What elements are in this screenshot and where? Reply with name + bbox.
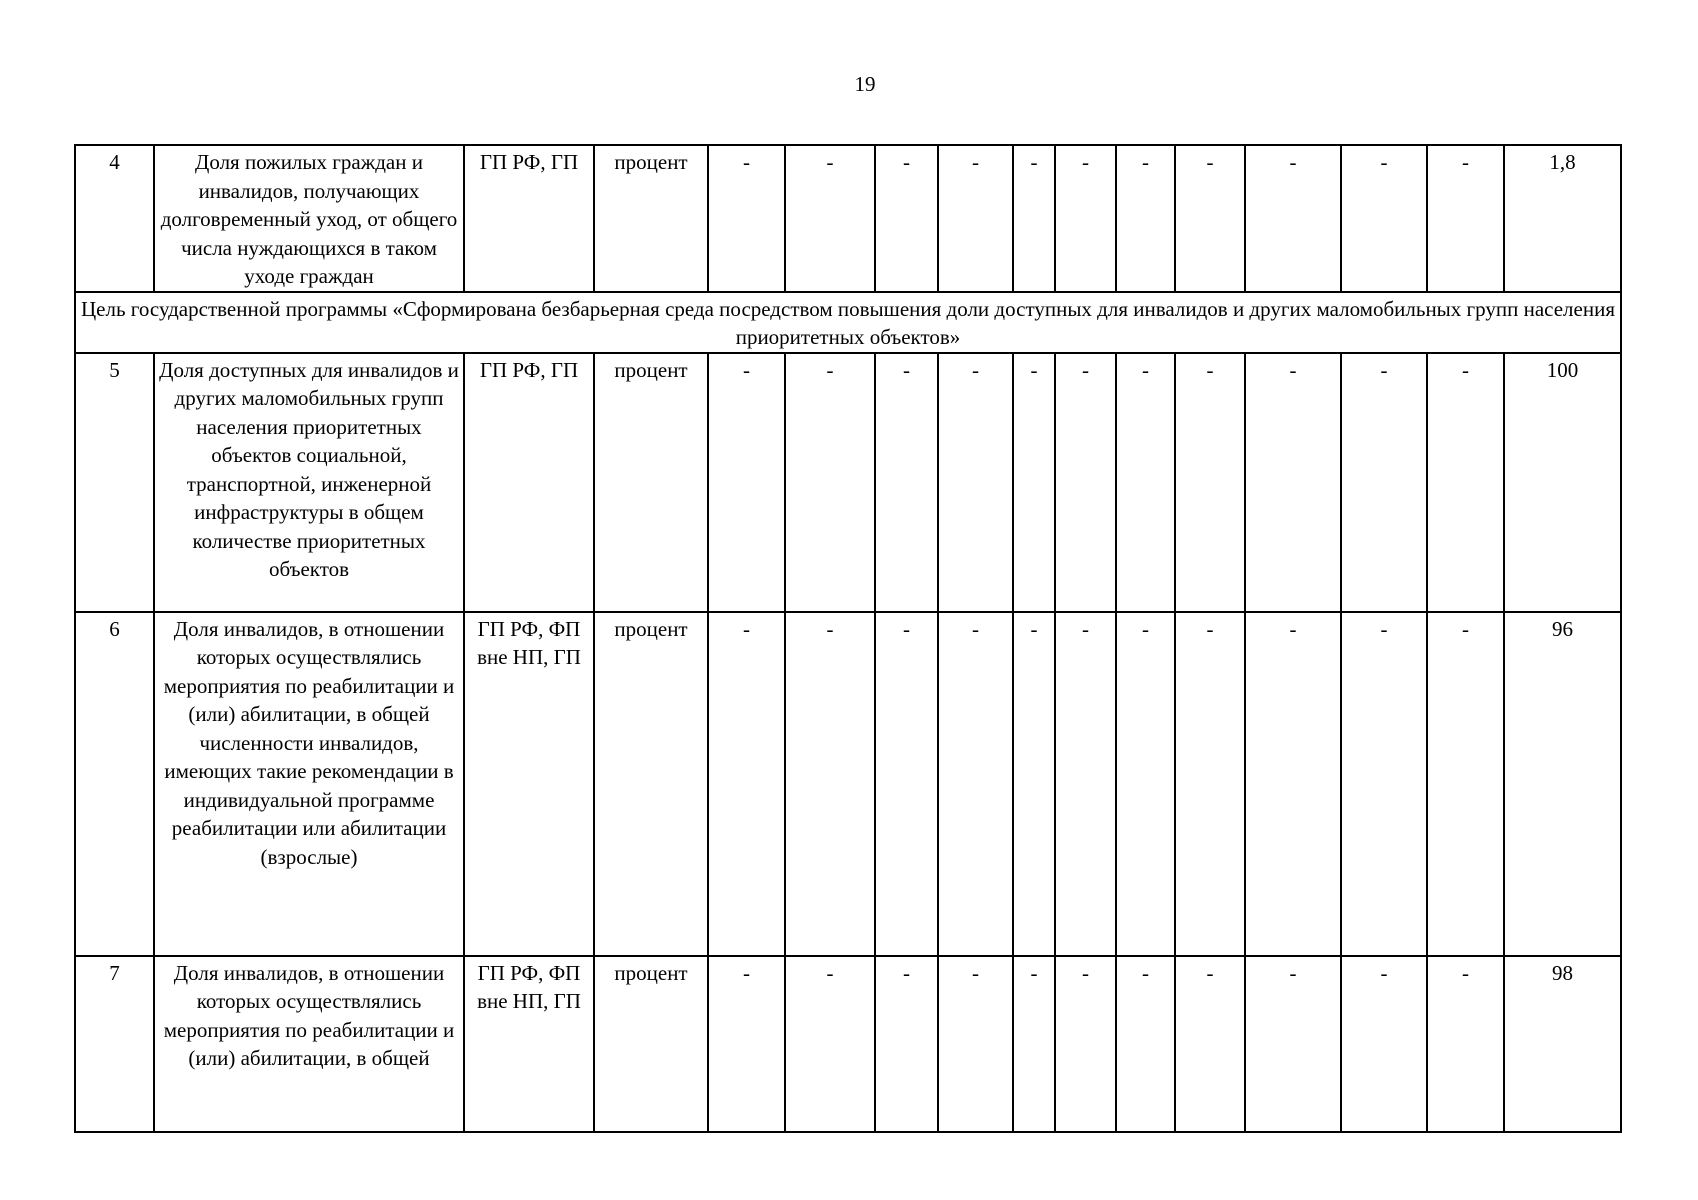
target-value-cell: 98: [1504, 956, 1621, 1132]
table-row: [75, 956, 1621, 1132]
program-goal: Цель государственной программы «Сформирована безбарьерная среда посредством повышения доли доступных для инвалидов и других маломобильных групп населения приоритетных объектов»: [75, 292, 1621, 353]
value-cell: -: [1055, 956, 1116, 1132]
value-cell: -: [875, 956, 938, 1132]
page-number: 19: [854, 72, 876, 96]
value-cell: -: [785, 956, 875, 1132]
value-cell: -: [1013, 353, 1055, 612]
value-cell: -: [1013, 612, 1055, 956]
value-cell: -: [1055, 145, 1116, 292]
value-cell: -: [1013, 956, 1055, 1132]
value-cell: -: [1175, 612, 1245, 956]
indicator-source: ГП РФ, ФП вне НП, ГП: [464, 612, 594, 956]
table-row: [75, 612, 1621, 956]
indicator-name: Доля пожилых граждан и инвалидов, получающих долговременный уход, от общего числа нуждающихся в таком уходе граждан: [154, 145, 464, 292]
value-cell: -: [1341, 353, 1427, 612]
value-cell: -: [1245, 612, 1341, 956]
indicator-source: ГП РФ, ФП вне НП, ГП: [464, 956, 594, 1132]
value-cell: -: [1427, 145, 1504, 292]
value-cell: -: [708, 956, 785, 1132]
indicators-table: [74, 144, 1622, 1133]
indicator-name: Доля инвалидов, в отношении которых осуществлялись мероприятия по реабилитации и (или) абилитации, в общей численности инвалидов, имеющих такие рекомендации в индивидуальной программе реабилитации или абилитации (взрослые): [154, 612, 464, 956]
table-row: [75, 353, 1621, 612]
value-cell: -: [1055, 612, 1116, 956]
value-cell: -: [1116, 612, 1175, 956]
indicator-unit: процент: [594, 956, 708, 1132]
value-cell: -: [1245, 353, 1341, 612]
value-cell: -: [938, 353, 1013, 612]
value-cell: -: [1341, 145, 1427, 292]
value-cell: -: [785, 353, 875, 612]
value-cell: -: [1427, 612, 1504, 956]
value-cell: -: [938, 956, 1013, 1132]
value-cell: -: [875, 353, 938, 612]
value-cell: -: [1055, 353, 1116, 612]
value-cell: -: [1245, 956, 1341, 1132]
value-cell: -: [1175, 956, 1245, 1132]
value-cell: -: [1175, 353, 1245, 612]
value-cell: -: [708, 353, 785, 612]
value-cell: -: [875, 145, 938, 292]
value-cell: -: [708, 612, 785, 956]
indicator-source: ГП РФ, ГП: [464, 145, 594, 292]
value-cell: -: [1116, 353, 1175, 612]
value-cell: -: [708, 145, 785, 292]
row-number: 7: [75, 956, 154, 1132]
value-cell: -: [938, 145, 1013, 292]
target-value-cell: 1,8: [1504, 145, 1621, 292]
value-cell: -: [1175, 145, 1245, 292]
value-cell: -: [1427, 956, 1504, 1132]
indicator-source: ГП РФ, ГП: [464, 353, 594, 612]
row-number: 4: [75, 145, 154, 292]
value-cell: -: [1013, 145, 1055, 292]
indicator-unit: процент: [594, 353, 708, 612]
value-cell: -: [938, 612, 1013, 956]
indicator-unit: процент: [594, 612, 708, 956]
indicator-name: Доля доступных для инвалидов и других маломобильных групп населения приоритетных объектов социальной, транспортной, инженерной инфраструктуры в общем количестве приоритетных объектов: [154, 353, 464, 612]
value-cell: -: [875, 612, 938, 956]
target-value-cell: 100: [1504, 353, 1621, 612]
row-number: 5: [75, 353, 154, 612]
value-cell: -: [1245, 145, 1341, 292]
value-cell: -: [1116, 956, 1175, 1132]
indicator-unit: процент: [594, 145, 708, 292]
value-cell: -: [1427, 353, 1504, 612]
value-cell: -: [785, 145, 875, 292]
target-value-cell: 96: [1504, 612, 1621, 956]
goal-row: [75, 292, 1621, 353]
indicator-name: Доля инвалидов, в отношении которых осуществлялись мероприятия по реабилитации и (или) абилитации, в общей: [154, 956, 464, 1132]
value-cell: -: [1341, 612, 1427, 956]
row-number: 6: [75, 612, 154, 956]
value-cell: -: [785, 612, 875, 956]
table-row: [75, 145, 1621, 292]
value-cell: -: [1116, 145, 1175, 292]
value-cell: -: [1341, 956, 1427, 1132]
